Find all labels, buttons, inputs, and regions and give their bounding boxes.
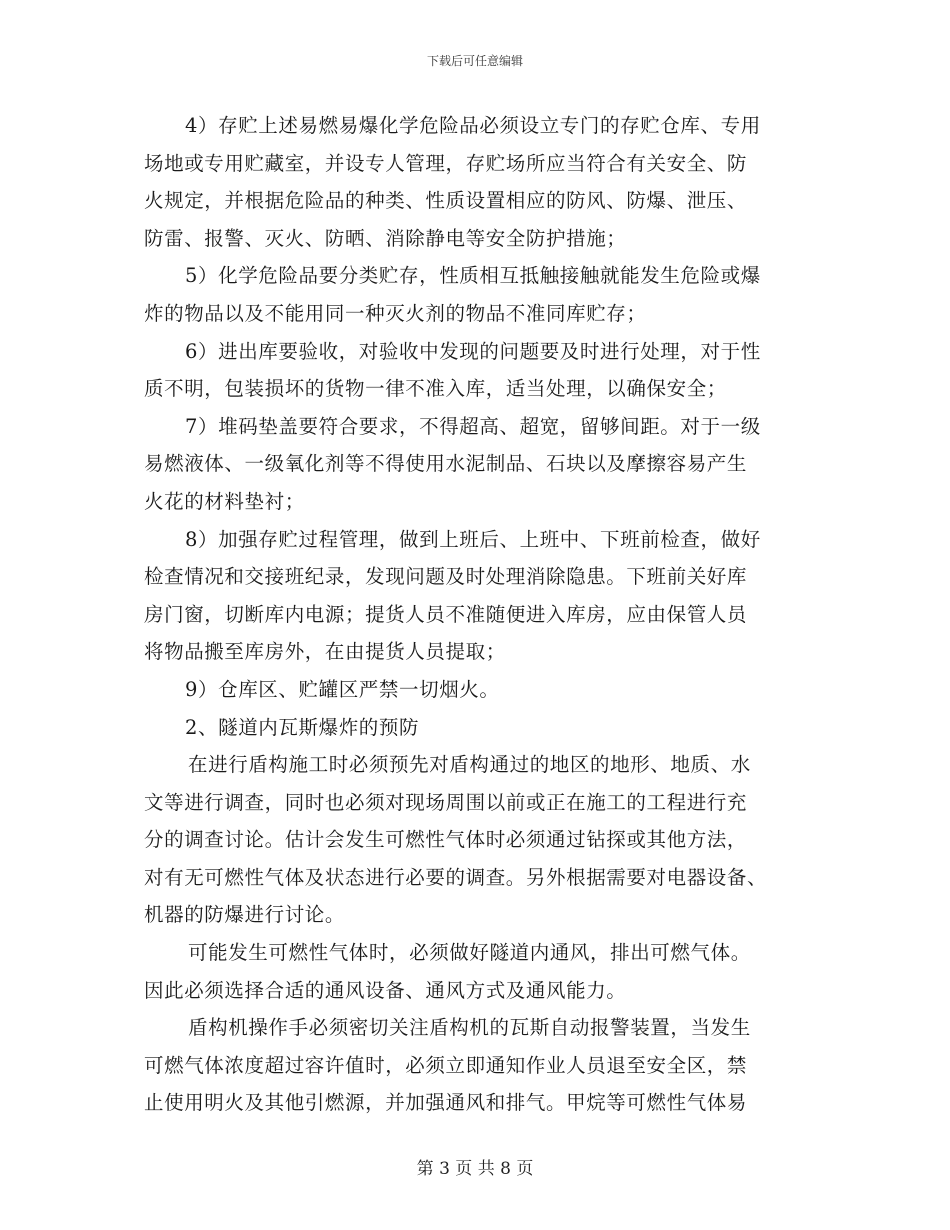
paragraph-line: 火规定，并根据危险品的种类、性质设置相应的防风、防爆、泄压、 [144, 189, 748, 213]
paragraph-line: 止使用明火及其他引燃源，并加强通风和排气。甲烷等可燃性气体易 [144, 1091, 748, 1115]
paragraph-line: 因此必须选择合适的通风设备、通风方式及通风能力。 [144, 978, 627, 1002]
paragraph-line: 8）加强存贮过程管理，做到上班后、上班中、下班前检查，做好 [185, 527, 761, 551]
section-heading: 2、隧道内瓦斯爆炸的预防 [185, 715, 420, 739]
paragraph-line: 分的调查讨论。估计会发生可燃性气体时必须通过钻探或其他方法， [144, 828, 748, 852]
paragraph-line: 文等进行调查，同时也必须对现场周围以前或正在施工的工程进行充 [144, 790, 748, 814]
paragraph-line: 机器的防爆进行讨论。 [144, 903, 346, 927]
paragraph-line: 防雷、报警、灭火、防晒、消除静电等安全防护措施； [144, 226, 627, 250]
paragraph-line: 对有无可燃性气体及状态进行必要的调查。另外根据需要对电器设备、 [144, 865, 768, 889]
paragraph-line: 房门窗，切断库内电源；提货人员不准随便进入库房，应由保管人员 [144, 602, 748, 626]
paragraph-line: 盾构机操作手必须密切关注盾构机的瓦斯自动报警装置，当发生 [188, 1016, 751, 1040]
paragraph-line: 6）进出库要验收，对验收中发现的问题要及时进行处理，对于性 [185, 339, 761, 363]
paragraph-line: 5）化学危险品要分类贮存，性质相互抵触接触就能发生危险或爆 [185, 264, 761, 288]
paragraph-line: 9）仓库区、贮罐区严禁一切烟火。 [185, 677, 500, 701]
paragraph-line: 在进行盾构施工时必须预先对盾构通过的地区的地形、地质、水 [188, 753, 751, 777]
paragraph-line: 检查情况和交接班纪录，发现问题及时处理消除隐患。下班前关好库 [144, 565, 748, 589]
page-header: 下载后可任意编辑 [426, 54, 523, 68]
paragraph-line: 将物品搬至库房外，在由提货人员提取； [144, 640, 506, 664]
paragraph-line: 质不明，包装损坏的货物一律不准入库，适当处理，以确保安全； [144, 377, 727, 401]
page-footer: 第 3 页 共 8 页 [416, 1159, 534, 1179]
paragraph-line: 火花的材料垫衬； [144, 489, 305, 513]
paragraph-line: 4）存贮上述易燃易爆化学危险品必须设立专门的存贮仓库、专用 [185, 114, 761, 137]
paragraph-line: 场地或专用贮藏室，并设专人管理，存贮场所应当符合有关安全、防 [144, 151, 748, 175]
paragraph-line: 易燃液体、一级氧化剂等不得使用水泥制品、石块以及摩擦容易产生 [144, 452, 748, 476]
document-body [144, 107, 816, 1122]
paragraph-line: 炸的物品以及不能用同一种灭火剂的物品不准同库贮存； [144, 301, 647, 325]
paragraph-line: 7）堆码垫盖要符合要求，不得超高、超宽，留够间距。对于一级 [185, 414, 761, 438]
paragraph-line: 可能发生可燃性气体时，必须做好隧道内通风，排出可燃气体。 [188, 941, 751, 965]
paragraph-line: 可燃气体浓度超过容许值时，必须立即通知作业人员退至安全区，禁 [144, 1053, 748, 1077]
